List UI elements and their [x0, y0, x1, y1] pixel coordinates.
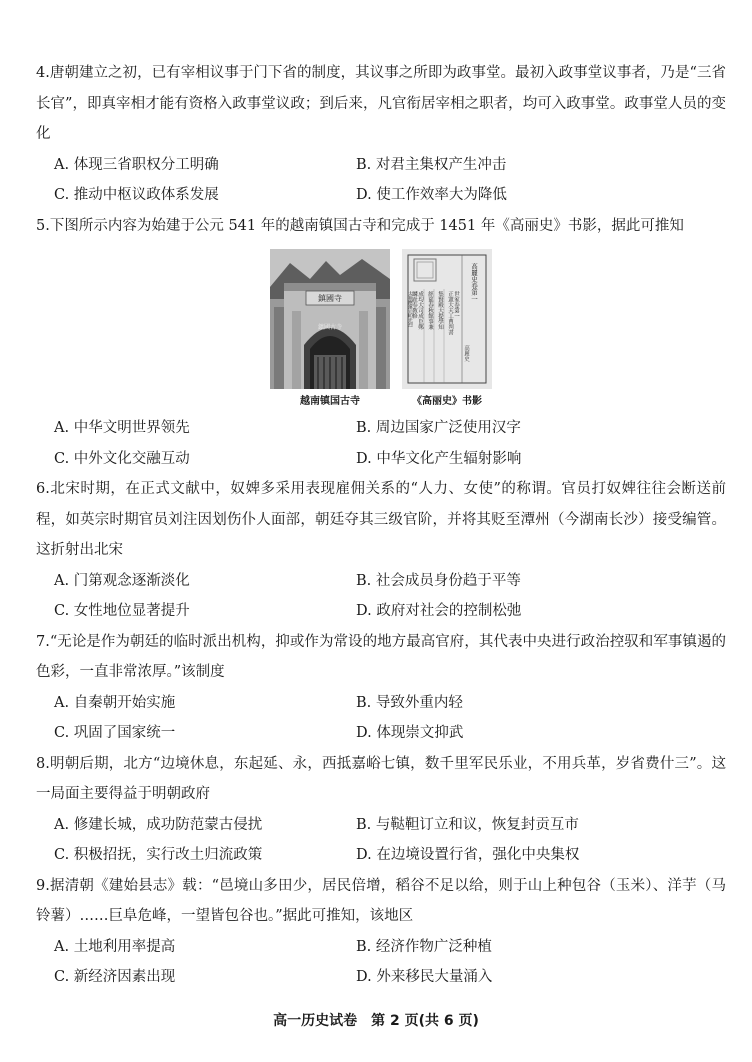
book-side-text: 高麗史: [463, 345, 469, 362]
q9-option-c: C. 新经济因素出现: [54, 969, 176, 985]
question-5-stem: 5.下图所示内容为始建于公元 541 年的越南镇国古寺和完成于 1451 年《高丽史》书影，据此可推知: [36, 217, 684, 234]
temple-board-text: 鎮國古寺: [317, 324, 343, 331]
question-7-options: [36, 688, 726, 749]
q6-option-b: B. 社会成员身份趋于平等: [356, 572, 521, 589]
question-6-options: [36, 566, 726, 627]
question-8-stem: 8.明朝后期，北方“边境休息，东起延、永，西抵嘉峪七镇，数千里军民乐业，不用兵革，岁省费什三”。这一局面主要得益于明朝政府: [36, 755, 726, 802]
question-7-stem: 7.“无论是作为朝廷的临时派出机构，抑或作为常设的地方最高官府，其代表中央进行政治控驭和军事镇遏的色彩，一直非常浓厚。”该制度: [36, 633, 726, 680]
q7-option-b: B. 导致外重内轻: [356, 694, 463, 711]
book-column-1: 世家卷第一: [453, 291, 459, 319]
q8-option-d: D. 在边境设置行省，强化中央集权: [356, 847, 580, 863]
book-column-7: 太祖應運元明光烈: [407, 291, 413, 327]
question-5-figure: [36, 249, 726, 407]
book-column-3: 集賢殿大提學知: [437, 291, 443, 330]
q4-option-d: D. 使工作效率大为降低: [356, 187, 507, 203]
page-footer: [0, 1010, 752, 1030]
q9-option-d: D. 外来移民大量涌入: [356, 969, 493, 985]
question-5-options: [36, 413, 726, 474]
book-figure: [402, 249, 492, 407]
book-column-6: 麟趾奉敎修: [411, 291, 417, 319]
q5-option-b: B. 周边国家广泛使用汉字: [356, 420, 521, 436]
q7-option-a: A. 自秦朝开始实施: [54, 694, 176, 711]
q6-option-c: C. 女性地位显著提升: [54, 603, 190, 619]
q4-option-a: A. 体现三省职权分工明确: [54, 156, 219, 173]
q6-option-d: D. 政府对社会的控制松弛: [356, 603, 522, 619]
temple-plaque-text: 鎮國寺: [318, 294, 342, 303]
exam-page: [36, 58, 726, 993]
question-4-stem: 4.唐朝建立之初，已有宰相议事于门下省的制度，其议事之所即为政事堂。最初入政事堂议事者，乃是“三省长官”，即真宰相才能有资格入政事堂议政；到后来，凡官衔居宰相之职者，均可入政事堂。政事堂人员的变化: [36, 65, 726, 142]
book-caption: 《高丽史》书影: [412, 396, 482, 407]
q9-option-a: A. 土地利用率提高: [54, 938, 176, 955]
q7-option-d: D. 体现崇文抑武: [356, 725, 464, 741]
question-4-options: [36, 150, 726, 211]
q6-option-a: A. 门第观念逐渐淡化: [54, 572, 190, 589]
temple-figure: [270, 249, 390, 407]
question-6-stem: 6.北宋时期，在正式文献中，奴婢多采用表现雇佣关系的“人力、女使”的称谓。官员打奴婢往往会断送前程，如英宗时期官员刘注因划伤仆人面部，朝廷夺其三级官阶，并将其贬至潭州（今湖南长沙）接受编管。这折射出北宋: [36, 481, 726, 558]
question-8-options: [36, 810, 726, 871]
q5-option-a: A. 中华文明世界领先: [54, 420, 190, 436]
temple-photo: [270, 249, 390, 389]
temple-caption: 越南镇国古寺: [300, 396, 360, 407]
footer-course-title: 高一历史试卷: [273, 1013, 358, 1029]
q4-option-b: B. 对君主集权产生冲击: [356, 156, 507, 173]
book-column-4: 經筵春秋館事兼: [427, 291, 433, 330]
question-9-stem: 9.据清朝《建始县志》载：“邑境山多田少，居民倍增，稻谷不足以给，则于山上种包谷（玉米）、洋芋（马铃薯）……巨阜危峰，一望皆包谷也。”据此可推知，该地区: [36, 877, 726, 924]
book-page-image: [402, 249, 492, 389]
q4-option-c: C. 推动中枢议政体系发展: [54, 187, 219, 203]
q7-option-c: C. 巩固了国家统一: [54, 725, 176, 741]
q8-option-c: C. 积极招抚，实行改土归流政策: [54, 847, 263, 863]
q8-option-a: A. 修建长城，成功防范蒙古侵扰: [54, 816, 263, 833]
book-column-5: 成均大司成臣鄭: [417, 291, 423, 330]
book-column-2: 正憲大夫工曹判書: [447, 291, 453, 335]
book-title-text: 高麗史卷第一: [470, 263, 478, 302]
q9-option-b: B. 经济作物广泛种植: [356, 938, 492, 955]
q5-option-d: D. 中华文化产生辐射影响: [356, 450, 522, 467]
question-9-options: [36, 932, 726, 993]
footer-page-number: 第 2 页(共 6 页): [371, 1013, 479, 1029]
q5-option-c: C. 中外文化交融互动: [54, 450, 190, 467]
q8-option-b: B. 与鞑靼订立和议，恢复封贡互市: [356, 816, 579, 833]
